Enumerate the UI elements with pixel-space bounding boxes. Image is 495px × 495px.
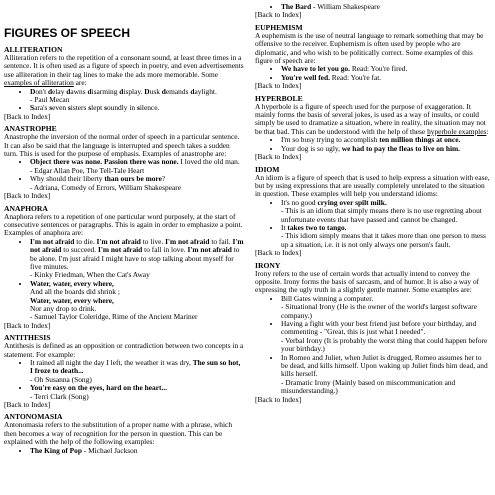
list-item: • Sara's seven sisters slept soundly in silence. xyxy=(30,104,244,112)
back-to-index-link[interactable]: [Back to Index] xyxy=(4,320,51,330)
left-column xyxy=(4,0,244,455)
section-heading: ANASTROPHE xyxy=(4,124,57,134)
right-column xyxy=(255,0,490,404)
list-item: • We have to let you go. Read: You're fired. xyxy=(281,65,490,73)
section-antithesis xyxy=(4,330,244,409)
example-list xyxy=(255,136,490,153)
back-to-index-link[interactable]: [Back to Index] xyxy=(255,394,302,404)
section-intro: Antonomasia refers to the substitution of a proper name with a phrase, which then becomes a way of recognition for the person in question. This can be explained with the help of the following examples: xyxy=(4,420,233,447)
section-heading: ANAPHORA xyxy=(4,203,48,213)
section-anaphora xyxy=(4,201,244,331)
list-item: • The Bard - William Shakespeare xyxy=(281,3,490,11)
list-item: • In Romeo and Juliet, when Juliet is drugged, Romeo assumes her to be dead, and kills himself. Upon waking up Juliet finds him dead, and kills herself. - Dramatic Irony (Mainly based on miscommunication and misunderstanding.) xyxy=(281,354,490,396)
list-item: • It's no good crying over spilt milk. - This is an idiom that simply means there is no use regretting about unfortunate events that have passed and cannot be changed. xyxy=(281,199,490,224)
example-list xyxy=(4,238,244,322)
example-list xyxy=(4,447,244,455)
section-intro: Anastrophe the inversion of the normal order of speech in a particular sentence. It can also be said that the language is interrupted and speech takes a sudden turn. This is used for the purpose of emphasis. Examples of anastrophe are: xyxy=(4,132,240,159)
list-item: • You're easy on the eyes, hard on the heart... - Terri Clark (Song) xyxy=(30,384,244,401)
section-intro: Irony refers to the use of certain words that actually intend to convey the opposite. Irony forms the basis of sarcasm, and of humor. It is also a way of expressing the ugly truth in a slightly gentle manner. Some examples are: xyxy=(255,268,480,295)
section-heading: IDIOM xyxy=(255,164,280,174)
example-source: - Oh Susanna (Song) xyxy=(30,374,92,384)
back-to-index-link[interactable]: [Back to Index] xyxy=(4,400,51,410)
back-to-index-link[interactable]: [Back to Index] xyxy=(4,191,51,201)
example-source: - Adriana, Comedy of Errors, William Shakespeare xyxy=(30,182,182,192)
back-to-index-link[interactable]: [Back to Index] xyxy=(255,248,302,258)
list-item: • Bill Gates winning a computer. - Situational Irony (He is the owner of the world's largest software company.) xyxy=(281,295,490,320)
section-idiom xyxy=(255,162,490,258)
example-source: - Edgar Allan Poe, The Tell-Tale Heart xyxy=(30,165,145,175)
list-item: • Why should their liberty than ours be more? - Adriana, Comedy of Errors, William Shakespeare xyxy=(30,175,244,192)
section-intro: A hyperbole is a figure of speech used for the purpose of exaggeration. It mainly forms the basis of several jokes, is used as a way of insults, or could simply be used to dramatize a situation, where in reality, the situation may not be that bad. This can be understood with the help of these hyperbole examples: xyxy=(255,101,489,136)
example-list xyxy=(4,158,244,192)
section-heading: IRONY xyxy=(255,260,281,270)
page-title: FIGURES OF SPEECH xyxy=(4,26,131,40)
list-item: • It takes two to tango. - This idiom simply means that it takes more than one person to mess up a situation, i.e. it is not only always one person's fault. xyxy=(281,224,490,249)
example-source: - Paul Mecan xyxy=(30,95,70,105)
section-anastrophe xyxy=(4,121,244,200)
list-item: • It rained all night the day I left, the weather it was dry, The sun so hot, I froze to death... - Oh Susanna (Song) xyxy=(30,359,244,384)
section-euphemism xyxy=(255,20,490,91)
section-intro: Alliteration refers to the repetition of a consonant sound, at least three times in a sentence. It is often used as a figure of speech in poetry, and even advertisements use alliteration in their tag lines to make the ads more memorable. Some examples of alliteration are: xyxy=(4,53,244,88)
back-to-index-link[interactable]: [Back to Index] xyxy=(255,152,302,162)
back-to-index-link[interactable]: [Back to Index] xyxy=(255,10,302,20)
section-heading: EUPHEMISM xyxy=(255,22,303,32)
example-source: - Terri Clark (Song) xyxy=(30,391,89,401)
example-explanation: - Situational Irony (He is the owner of the world's largest software company.) xyxy=(281,302,477,320)
section-hyperbole xyxy=(255,91,490,162)
list-item: • I'm so busy trying to accomplish ten million things at once. xyxy=(281,136,490,144)
example-list xyxy=(255,295,490,396)
section-intro: An idiom is a figure of speech that is used to help express a situation with ease, but by using expressions that are usually completely unrelated to the situation in question. These examples will help you understand idioms: xyxy=(255,172,490,199)
section-heading: HYPERBOLE xyxy=(255,93,303,103)
examples-link[interactable]: hyperbole examples xyxy=(427,126,487,136)
section-heading: ALLITERATION xyxy=(4,45,63,54)
list-item: • Water, water, every where, And all the boards did shrink ; Water, water, every where, Nor any drop to drink. - Samuel Taylor Coleridge, Rime of the Ancient Mariner xyxy=(30,280,244,322)
section-alliteration xyxy=(4,42,244,121)
example-source: - Kinky Friedman, When the Cat's Away xyxy=(30,270,150,280)
section-irony xyxy=(255,258,490,405)
list-item: • I'm not afraid to die. I'm not afraid to live. I'm not afraid to fail. I'm not afraid to succeed. I'm not afraid to fall in love. I'm not afraid to be alone. I'm just afraid I might have to stop talking about myself for five minutes. - Kinky Friedman, When the Cat's Away xyxy=(30,238,244,280)
section-intro: Anaphora refers to a repetition of one particular word purposely, at the start of consecutive sentences or paragraphs. This is again in order to emphasize a point. Examples of anaphora are: xyxy=(4,211,243,238)
example-explanation: - Verbal Irony (It is probably the worst thing that could happen before your birthday.) xyxy=(281,335,488,354)
list-item: • The King of Pop - Michael Jackson xyxy=(30,447,244,455)
list-item: • Object there was none. Passion there was none. I loved the old man. - Edgar Allan Poe, The Tell-Tale Heart xyxy=(30,158,244,175)
section-heading: ANTONOMASIA xyxy=(4,412,63,422)
back-to-index-link[interactable]: [Back to Index] xyxy=(255,81,302,91)
example-list xyxy=(255,65,490,82)
list-item: • Your dog is so ugly, we had to pay the fleas to live on him. xyxy=(281,145,490,153)
example-explanation: - This idiom simply means that it takes more than one person to mess up a situation, i.e. it is not only always one person's fault. xyxy=(281,231,486,249)
example-explanation: - This is an idiom that simply means there is no use regretting about unfortunate events that have passed and cannot be changed. xyxy=(281,206,482,224)
section-heading: ANTITHESIS xyxy=(4,333,51,343)
back-to-index-link[interactable]: [Back to Index] xyxy=(4,111,51,121)
example-list xyxy=(4,359,244,401)
list-item: • Don't delay dawns disarming display. Dusk demands daylight. - Paul Mecan xyxy=(30,88,244,105)
section-intro: A euphemism is the use of neutral language to remark something that may be offensive to the receiver. Euphemism is often used by people who are diplomatic, and who wish to be politically correct. Some examples of this figure of speech are: xyxy=(255,30,484,66)
section-antonomasia xyxy=(4,409,244,455)
examples-link[interactable]: examples of alliteration xyxy=(4,78,74,88)
example-list xyxy=(255,199,490,249)
section-intro: Antithesis is defined as an opposition or contradiction between two concepts in a statement. For example: xyxy=(4,341,244,359)
list-item: • You're well fed. Read: You're fat. xyxy=(281,74,490,82)
example-source: - Samuel Taylor Coleridge, Rime of the Ancient Mariner xyxy=(30,312,198,322)
list-item: • Having a fight with your best friend just before your birthday, and commenting - "Great, this is just what I needed". - Verbal Irony (It is probably the worst thing that could happen before your birthday.) xyxy=(281,320,490,354)
example-explanation: - Dramatic Irony (Mainly based on miscommunication and misunderstanding.) xyxy=(281,377,456,396)
example-list xyxy=(4,88,244,113)
